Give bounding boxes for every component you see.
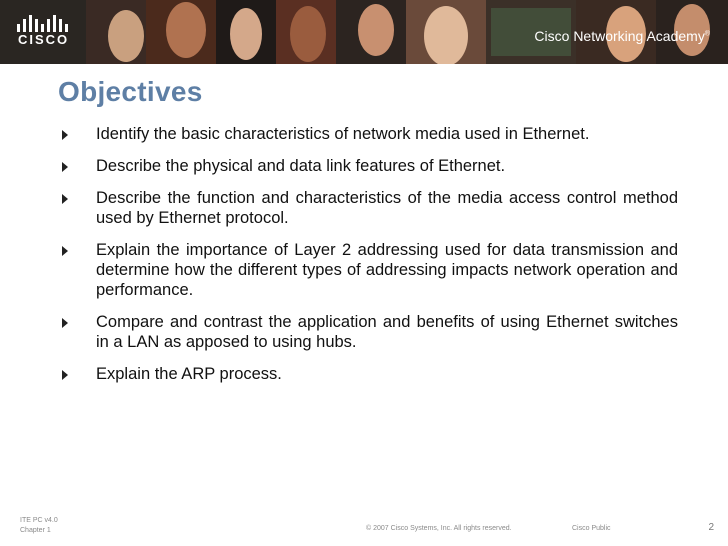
cisco-logo-text: CISCO [18, 32, 70, 47]
objective-item [58, 364, 678, 384]
objective-item [58, 312, 678, 352]
bullet-arrow-icon [62, 194, 68, 204]
cisco-bridge-icon [16, 12, 68, 34]
academy-mark: ® [704, 30, 710, 38]
slide-footer [0, 516, 728, 546]
slide-title: Objectives [58, 76, 203, 107]
objective-text: Describe the physical and data link features of Ethernet. [96, 157, 506, 175]
footer-classification: Cisco Public [572, 525, 611, 532]
objective-item [58, 188, 678, 228]
bullet-arrow-icon [62, 370, 68, 380]
objective-text: Identify the basic characteristics of network media used in Ethernet. [96, 125, 590, 143]
objective-text: Describe the function and characteristics of the media access control method used by Ethernet protocol. [96, 189, 678, 227]
bullet-arrow-icon [62, 318, 68, 328]
objective-item [58, 124, 678, 144]
objective-item [58, 156, 678, 176]
cisco-logo [0, 0, 86, 64]
objective-text: Compare and contrast the application and benefits of using Ethernet switches in a LAN as apposed to using hubs. [96, 313, 678, 351]
objective-item [58, 240, 678, 300]
footer-course: ITE PC v4.0 [20, 517, 58, 524]
academy-brand [534, 28, 710, 44]
footer-chapter: Chapter 1 [20, 527, 51, 534]
bullet-arrow-icon [62, 246, 68, 256]
objective-text: Explain the ARP process. [96, 365, 282, 383]
footer-course-info [20, 516, 58, 536]
bullet-arrow-icon [62, 130, 68, 140]
bullet-arrow-icon [62, 162, 68, 172]
header-banner [0, 0, 728, 64]
academy-text: Cisco Networking Academy [534, 28, 705, 44]
objectives-list [58, 124, 678, 396]
footer-copyright: © 2007 Cisco Systems, Inc. All rights reserved. [366, 525, 512, 532]
page-number: 2 [708, 522, 714, 533]
objective-text: Explain the importance of Layer 2 addressing used for data transmission and determine how the different types of addressing impacts network operation and performance. [96, 241, 678, 299]
